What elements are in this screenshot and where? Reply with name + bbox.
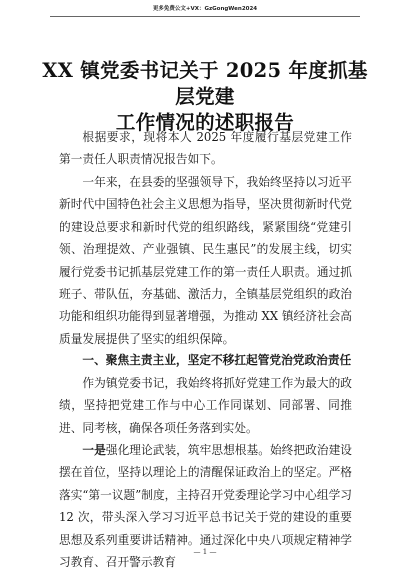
title-line-2: 工作情况的述职报告 <box>115 111 295 134</box>
point-1-text: 强化理论武装，筑牢思想根基。始终把政治建设摆在首位，坚持以理论上的清醒保证政治上的坚定。严格落实“第一议题”制度，主持召开党委理论学习中心组学习 12 次，带头深入学习习近平总书记关于党的建设的重要思想及系列重要讲话精神。通过深化中央八项规定精神学习教育、召开警示教育 <box>59 443 352 570</box>
top-banner: 更多免费公文+VX：GzGongWen2024 <box>152 6 258 12</box>
overview-paragraph: 一年来，在县委的坚强领导下，我始终坚持以习近平新时代中国特色社会主义思想为指导，坚决贯彻新时代党的建设总要求和新时代党的组织路线，紧紧围绕“党建引领、治理提效、产业强镇、民生惠民”的发展主线，切实履行党委书记抓基层党建工作的第一责任人职责。通过抓班子、带队伍，夯基础、激活力，全镇基层党组织的政治功能和组织功能得到显著增强，为推动 XX 镇经济社会高质量发展提供了坚实的组织保障。 <box>59 175 352 346</box>
point-1-paragraph <box>59 439 352 583</box>
page-number: — 1 — <box>193 548 217 556</box>
document-title <box>40 58 370 136</box>
document-body <box>59 126 352 583</box>
header-rule <box>50 16 360 17</box>
section-1-paragraph: 作为镇党委书记，我始终将抓好党建工作为最大的政绩，坚持把党建工作与中心工作同谋划、同部署、同推进、同考核，确保各项任务落到实处。 <box>59 376 352 435</box>
intro-paragraph: 根据要求，现将本人 2025 年度履行基层党建工作第一责任人职责情况报告如下。 <box>59 130 352 167</box>
section-1-heading: 一、聚焦主责主业，坚定不移扛起管党治党政治责任 <box>82 353 352 367</box>
point-1-lead: 一是 <box>82 443 106 457</box>
title-line-1: XX 镇党委书记关于 2025 年度抓基层党建 <box>42 59 368 108</box>
